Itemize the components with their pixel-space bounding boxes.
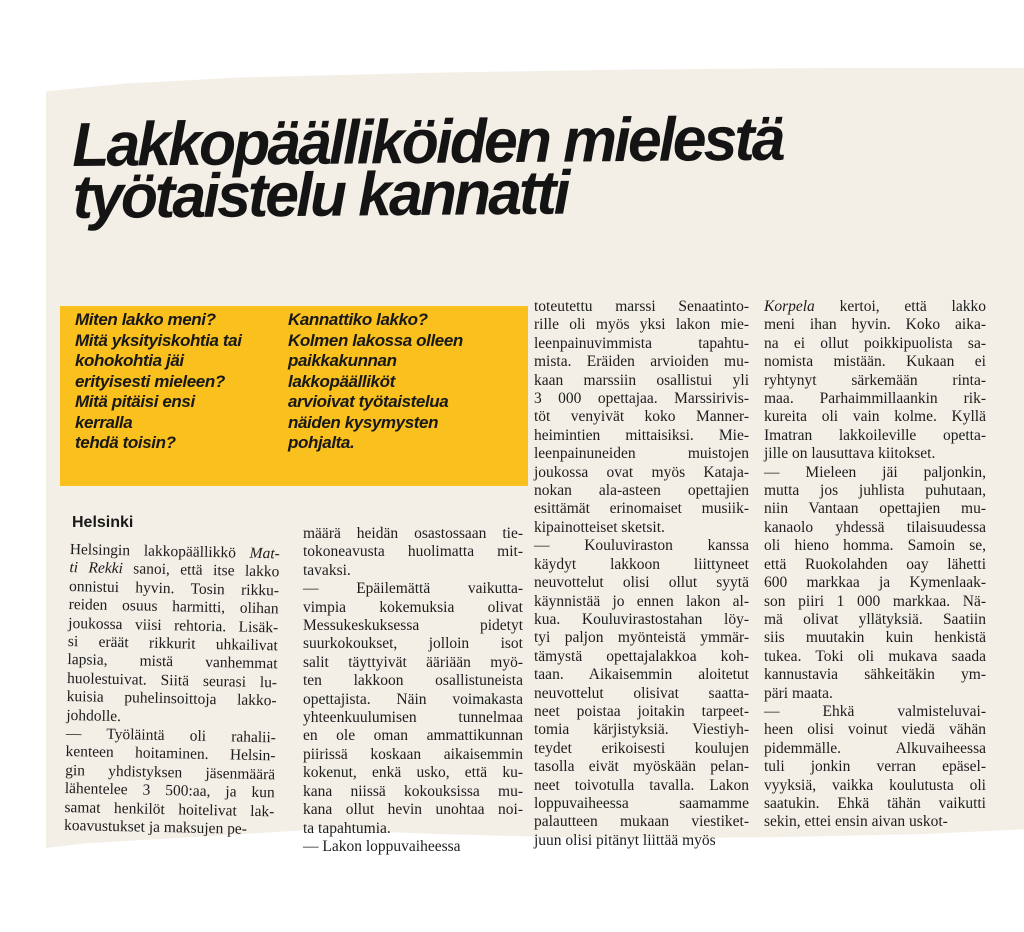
article-line: käynnistää jo ennen lakon al- — [534, 592, 749, 610]
article-line: kaan marssiin osallistui yli — [534, 371, 749, 389]
article-line: gin yhdistyksen jäsenmäärä — [65, 761, 276, 784]
article-line: nomista mistään. Kukaan ei — [764, 353, 986, 371]
article-line: mista. Eräiden arvioiden mu- — [534, 353, 749, 371]
intro-left-line: tehdä toisin? — [75, 433, 176, 452]
headline-line-2: työtaistelu kannatti — [72, 158, 568, 232]
article-line: teydet erikoisesti koulujen — [534, 739, 749, 757]
article-line: jille on lausuttava kiitokset. — [764, 445, 936, 463]
article-line: ti Rekki sanoi, että itse lakko — [69, 559, 280, 581]
article-line: niin Vantaan opettajien mu- — [764, 500, 986, 518]
article-line: 3 000 opettajaa. Marssirivis- — [534, 390, 749, 408]
intro-box-left — [75, 310, 303, 454]
article-line: päri maata. — [764, 684, 833, 702]
intro-left-line: Mitä pitäisi ensi — [75, 392, 195, 411]
article-line: lähentelee 3 500:aa, ja kun — [64, 780, 275, 802]
article-line: — Työläintä oli rahalii- — [65, 725, 277, 747]
article-line: maa. Parhaimmillaankin rik- — [764, 390, 986, 408]
article-line: heimintien mittaisiksi. Mie- — [534, 426, 749, 444]
article-line: suurkokoukset, jolloin isot — [303, 635, 523, 653]
article-line: taan. Aikaisemmin aloitetut — [534, 666, 749, 684]
article-line: — Epäilemättä vaikutta- — [303, 580, 523, 598]
article-line: toteutettu marssi Senaatinto- — [534, 298, 749, 315]
intro-left-line: kerralla — [75, 412, 133, 432]
intro-right-line: pohjalta. — [288, 433, 355, 452]
article-line: Messukeskuksessa pidetyt — [303, 617, 523, 635]
article-line: tokoneavusta huolimatta mit- — [303, 543, 523, 561]
article-line: son piiri 1 000 markkaa. Nä- — [764, 592, 986, 610]
article-line: tyi paljon myönteistä ymmär- — [534, 629, 749, 647]
article-line: neuvottelut olisivat saatta- — [534, 684, 749, 702]
intro-right-line: Kannattiko lakko? — [288, 310, 428, 329]
intro-left-line: kohokohtia jäi — [75, 351, 184, 370]
article-line: vyyksiä, vaikka koulutusta oli — [764, 776, 986, 794]
article-line: kua. Kouluvirastostahan löy- — [534, 610, 749, 628]
article-line: kana niissä kokouksissa mu- — [303, 782, 523, 800]
article-line: na ei ollut poikkipuolista sa- — [764, 334, 986, 352]
intro-box-right — [288, 310, 516, 454]
article-line: neet poistaa joitakin tarpeet- — [534, 702, 749, 720]
article-line: — Ehkä valmisteluvai- — [764, 702, 986, 720]
article-line: johdolle. — [66, 706, 122, 725]
article-line: tasolla eivät myöskään pelan- — [534, 758, 749, 776]
article-line: piirissä koskaan aikaisemmin — [303, 745, 523, 763]
article-line: ten lakkoon osallistuneista — [303, 672, 523, 690]
headline — [71, 104, 818, 232]
article-line: leenpainuvimmista tapahtu- — [534, 334, 749, 352]
article-line: nokan ala-asteen opettajien — [534, 482, 749, 500]
article-line: määrä heidän osastossaan tie- — [303, 525, 523, 542]
article-line: rille oli myös yksi lakon mie- — [534, 316, 749, 334]
headline-line-1: Lakkopäälliköiden mielestä — [71, 104, 783, 180]
article-line: joukossa viisi rehtoria. Lisäk- — [68, 614, 279, 637]
article-line: kannustavia sähkeitäkin ym- — [764, 666, 986, 684]
article-line: kanaolo yhdessä tilaisuudessa — [764, 518, 986, 536]
intro-right-line: näiden kysymysten — [288, 412, 439, 432]
article-line: mä olivat yllätyksiä. Saatiin — [764, 610, 986, 628]
intro-left-line: erityisesti mieleen? — [75, 371, 225, 391]
article-line: meni ihan hyvin. Koko aika- — [764, 316, 986, 334]
article-line: kureita oli vain kolme. Kyllä — [764, 408, 986, 426]
article-line: — Kouluviraston kanssa — [534, 537, 749, 555]
article-line: Imatran lakkoileville opetta- — [764, 426, 986, 444]
article-line: saatukin. Ehkä tähän vaikutti — [764, 794, 986, 812]
article-column-1 — [64, 541, 280, 840]
article-line: kenteen hoitaminen. Helsin- — [65, 743, 276, 765]
article-line: salit täyttyivät ääriään myö- — [303, 653, 523, 671]
intro-right-line: paikkakunnan — [288, 351, 397, 370]
article-line: pidemmälle. Alkuvaiheessa — [764, 739, 986, 757]
intro-right-line: Kolmen lakossa olleen — [288, 330, 463, 350]
article-line: kokenut, enkä usko, että ku- — [303, 764, 523, 782]
article-line: en ole oman ammattikunnan — [303, 727, 523, 745]
article-line: si eräät rikkurit uhkailivat — [67, 633, 279, 655]
article-line: siis muutakin kuin henkistä — [764, 629, 986, 647]
article-line: sekin, ettei ensin aivan uskot- — [764, 813, 948, 831]
article-line: opettajista. Näin voimakasta — [303, 690, 523, 708]
article-line: töt venyivät koko Manner- — [534, 408, 749, 426]
article-line: samat henkilöt hoitelivat lak- — [64, 798, 275, 821]
article-line: heen olisi voinut viedä vähän — [764, 721, 986, 739]
article-line: — Lakon loppuvaiheessa — [303, 837, 461, 855]
article-line: oli hieno homma. Samoin se, — [764, 537, 986, 555]
article-line: huolestuivat. Siitä seurasi lu- — [66, 669, 278, 692]
article-column-3 — [534, 298, 749, 850]
article-line: 600 markkaa ja Kymenlaak- — [764, 574, 986, 592]
article-line: reiden osuus harmitti, olihan — [68, 596, 279, 618]
article-line: joukossa ovat myös Kataja- — [534, 463, 749, 481]
article-line: ta tapahtumia. — [303, 819, 391, 837]
article-line: tavaksi. — [303, 561, 351, 579]
article-line: loppuvaiheessa saamamme — [534, 794, 749, 812]
article-line: palautteen mukaan viestiket- — [534, 813, 749, 831]
intro-left-line: Mitä yksityiskohtia tai — [75, 330, 242, 350]
article-line: neuvottelut olisi ollut syytä — [534, 574, 749, 592]
article-line: lapsia, mistä vanhemmat — [67, 651, 278, 673]
article-line: onnistui hyvin. Tosin rikku- — [68, 577, 280, 600]
article-line: leenpainuneiden muistojen — [534, 445, 749, 463]
article-line: — Mieleen jäi paljonkin, — [764, 463, 986, 481]
section-heading: Helsinki — [72, 514, 134, 531]
article-column-2 — [303, 525, 523, 856]
article-column-4 — [764, 298, 986, 832]
article-line: vimpia kokemuksia olivat — [303, 598, 523, 616]
intro-right-line: arvioivat työtaistelua — [288, 392, 449, 411]
article-line: mutta jos juhlista puhutaan, — [764, 482, 986, 500]
article-line: kana ollut hevin unohtaa noi- — [303, 801, 523, 819]
article-line: tomia kärjistyksiä. Viestiyh- — [534, 721, 749, 739]
article-line: tukea. Toki oli mukava saada — [764, 647, 986, 665]
article-line: tämystä opettajalakkoa koh- — [534, 647, 749, 665]
article-line: neet toivotulla tavalla. Lakon — [534, 776, 749, 794]
intro-right-line: lakkopäälliköt — [288, 371, 395, 391]
article-line: kipainotteiset sketsit. — [534, 518, 665, 536]
article-line: yhteenkuulumisen tunnelmaa — [303, 709, 523, 727]
article-line: tuli jonkin verran epäsel- — [764, 758, 986, 776]
article-line: käydyt lakkoon liittyneet — [534, 555, 749, 573]
article-line: Helsingin lakkopäällikkö Mat- — [69, 541, 280, 563]
article-line: ryhtynyt särkemään rinta- — [764, 371, 986, 389]
intro-left-line: Miten lakko meni? — [75, 310, 216, 329]
article-line: Korpela kertoi, että lakko — [764, 298, 986, 315]
article-line: kuisia puhelinsoittoja lakko- — [66, 688, 277, 710]
article-line: että Ruokolahden oay lähetti — [764, 555, 986, 573]
article-line: koavustukset ja maksujen pe- — [63, 817, 248, 838]
article-line: juun olisi pitänyt liittää myös — [534, 831, 716, 849]
article-line: esittämät erinomaiset musiik- — [534, 500, 749, 518]
